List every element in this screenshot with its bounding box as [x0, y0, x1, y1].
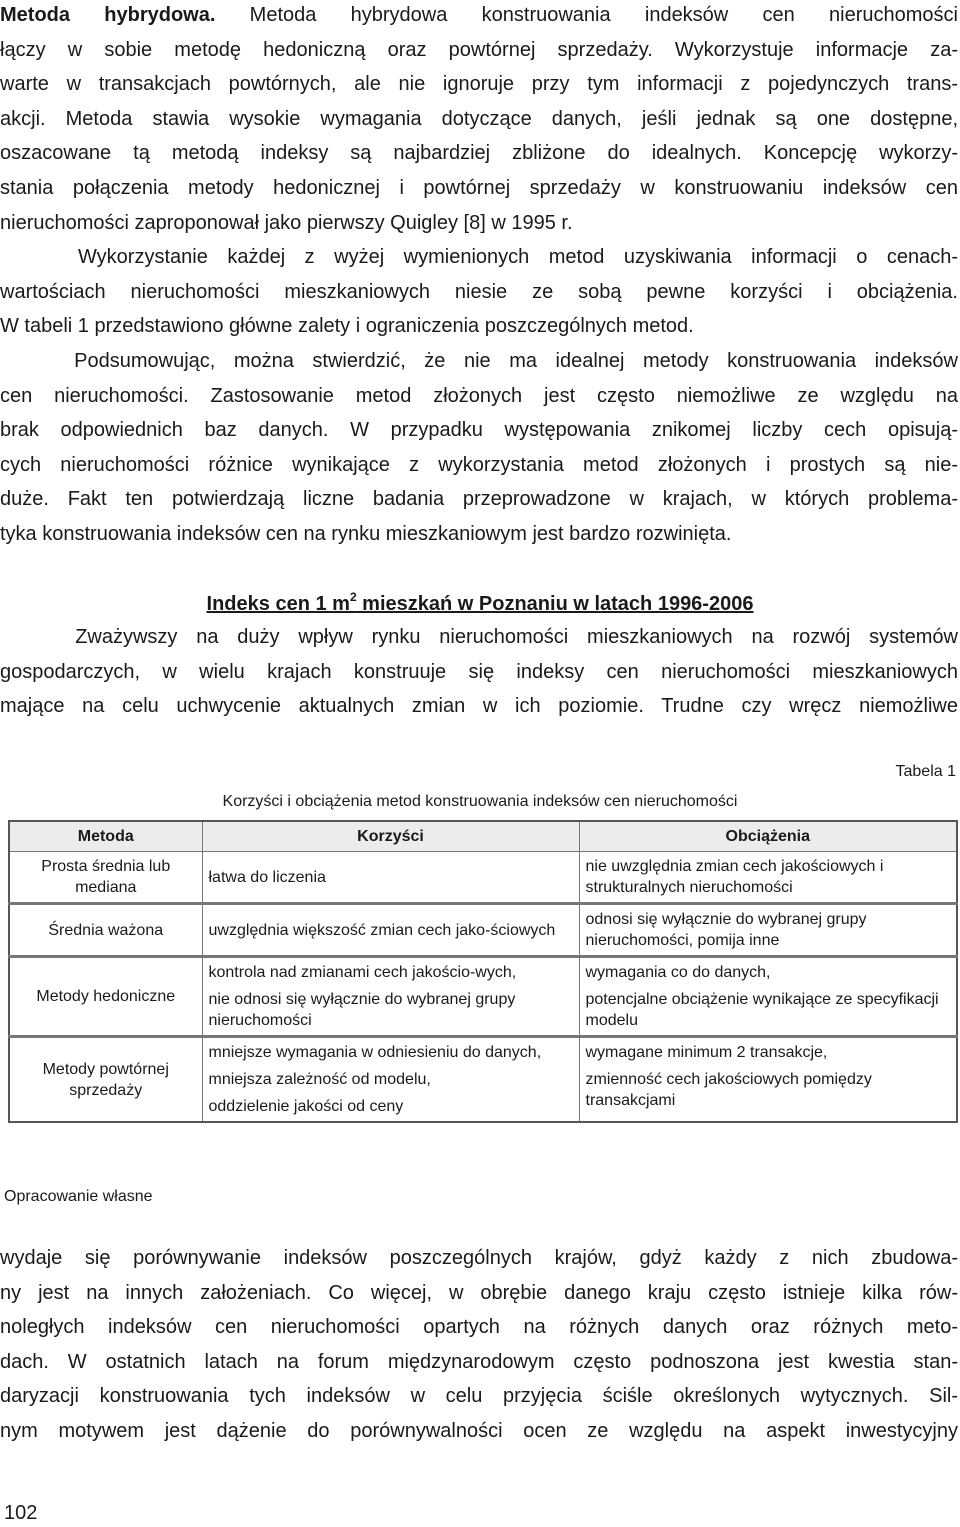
text-line: tyka konstruowania indeksów cen na rynku mieszkaniowym jest bardzo rozwinięta.	[0, 523, 732, 545]
benefits-cell	[202, 957, 579, 1037]
benefits-item: mniejsza zależność od modelu,	[208, 1071, 431, 1088]
header-drawbacks: Obciążenia	[579, 821, 957, 852]
text-line: gospodarczych, w wielu krajach konstruuje się indeksy cen nieruchomości mieszkaniowych	[0, 660, 958, 683]
table-header-row	[9, 821, 957, 852]
header-benefits: Korzyści	[202, 821, 579, 852]
text-line: Metoda hybrydowa. Metoda hybrydowa konstruowania indeksów cen nieruchomości	[0, 4, 958, 26]
drawbacks-cell	[579, 904, 957, 957]
table-row	[9, 904, 957, 957]
drawbacks-cell	[579, 852, 957, 904]
drawbacks-item: wymagane minimum 2 transakcje,	[585, 1044, 828, 1061]
text-line: ny jest na innych założeniach. Co więcej, w obrębie danego kraju często istnieje kilka rów-	[0, 1281, 958, 1304]
benefits-cell	[202, 852, 579, 904]
page-number: 102	[4, 1502, 38, 1524]
table-row	[9, 1037, 957, 1123]
text-line: daryzacji konstruowania tych indeksów w celu przyjęcia ściśle określonych wytycznych. Sil-	[0, 1385, 958, 1408]
text-line: wartościach nieruchomości mieszkaniowych niesie ze sobą pewne korzyści i obciążenia.	[0, 280, 958, 303]
text-line: duże. Fakt ten potwierdzają liczne badania przeprowadzone w krajach, w których problema-	[0, 488, 958, 511]
text-line: nym motywem jest dążenie do porównywalności ocen ze względu na aspekt inwestycyjny	[0, 1420, 958, 1442]
text-line: brak odpowiednich baz danych. W przypadku występowania znikomej liczby cech opisują-	[0, 419, 958, 442]
text-line: warte w transakcjach powtórnych, ale nie ignoruje przy tym informacji z pojedynczych trans-	[0, 73, 958, 96]
table-row	[9, 957, 957, 1037]
drawbacks-item: odnosi się wyłącznie do wybranej grupy nieruchomości, pomija inne	[585, 911, 867, 949]
drawbacks-cell	[579, 1037, 957, 1123]
table-caption: Korzyści i obciążenia metod konstruowania indeksów cen nieruchomości	[222, 793, 738, 810]
text-line: łączy w sobie metodę hedoniczną oraz powtórnej sprzedaży. Wykorzystuje informacje za-	[0, 38, 958, 61]
text-line: noległych indeksów cen nieruchomości opartych na różnych danych oraz różnych meto-	[0, 1316, 958, 1339]
benefits-cell	[202, 904, 579, 957]
bold-term: Metoda hybrydowa.	[0, 4, 216, 26]
benefits-item: oddzielenie jakości od ceny	[208, 1098, 404, 1115]
method-cell: Metody hedoniczne	[9, 957, 202, 1037]
table-row	[9, 852, 957, 904]
benefits-item: nie odnosi się wyłącznie do wybranej grupy nieruchomości	[208, 991, 516, 1029]
section-heading: Indeks cen 1 $m^2$ mieszkań w Poznaniu w latach 1996-2006	[206, 590, 754, 615]
method-cell: Prosta średnia lub mediana	[9, 852, 202, 904]
drawbacks-cell	[579, 957, 957, 1037]
method-cell: Średnia ważona	[9, 904, 202, 957]
text-line: Wykorzystanie każdej z wyżej wymienionych metod uzyskiwania informacji o cenach-	[0, 246, 958, 269]
method-cell: Metody powtórnej sprzedaży	[9, 1037, 202, 1123]
drawbacks-item: zmienność cech jakościowych pomiędzy transakcjami	[585, 1071, 872, 1109]
text-line: Podsumowując, można stwierdzić, że nie ma idealnej metody konstruowania indeksów	[0, 350, 958, 372]
benefits-item: mniejsze wymagania w odniesieniu do danych,	[208, 1044, 542, 1061]
drawbacks-item: wymagania co do danych,	[585, 964, 771, 981]
table-number: Tabela 1	[895, 763, 956, 780]
benefits-item: łatwa do liczenia	[208, 868, 326, 886]
text-line: stania połączenia metody hedonicznej i powtórnej sprzedaży w konstruowaniu indeksów cen	[0, 177, 958, 199]
header-method: Metoda	[9, 821, 202, 852]
drawbacks-item: nie uwzględnia zmian cech jakościowych i strukturalnych nieruchomości	[585, 858, 884, 896]
text-line: oszacowane tą metodą indeksy są najbardziej zbliżone do idealnych. Koncepcję wykorzy-	[0, 142, 958, 165]
text-line: dach. W ostatnich latach na forum międzynarodowym często podnoszona jest kwestia stan-	[0, 1350, 958, 1373]
benefits-item: uwzględnia większość zmian cech jako-ściowych	[208, 921, 556, 939]
benefits-cell	[202, 1037, 579, 1123]
text-line: mające na celu uchwycenie aktualnych zmian w ich poziomie. Trudne czy wręcz niemożliwe	[0, 695, 958, 718]
text-line: cen nieruchomości. Zastosowanie metod złożonych jest często niemożliwe ze względu na	[0, 384, 958, 407]
text-line: nieruchomości zaproponował jako pierwszy Quigley [8] w 1995 r.	[0, 211, 573, 234]
text-line: Zważywszy na duży wpływ rynku nieruchomości mieszkaniowych na rozwój systemów	[0, 626, 958, 648]
methods-table	[8, 820, 958, 1123]
text-line: cych nieruchomości różnice wynikające z wykorzystania metod złożonych i prostych są nie-	[0, 453, 958, 476]
text-line: wydaje się porównywanie indeksów poszczególnych krajów, gdyż każdy z nich zbudowa-	[0, 1247, 958, 1269]
text-line: W tabeli 1 przedstawiono główne zalety i ograniczenia poszczególnych metod.	[0, 315, 694, 338]
text-line: akcji. Metoda stawia wysokie wymagania dotyczące danych, jeśli jednak są one dostępne,	[0, 107, 958, 130]
benefits-item: kontrola nad zmianami cech jakościo-wych,	[208, 964, 517, 981]
table-source: Opracowanie własne	[4, 1188, 153, 1205]
drawbacks-item: potencjalne obciążenie wynikające ze specyfikacji modelu	[585, 991, 939, 1029]
